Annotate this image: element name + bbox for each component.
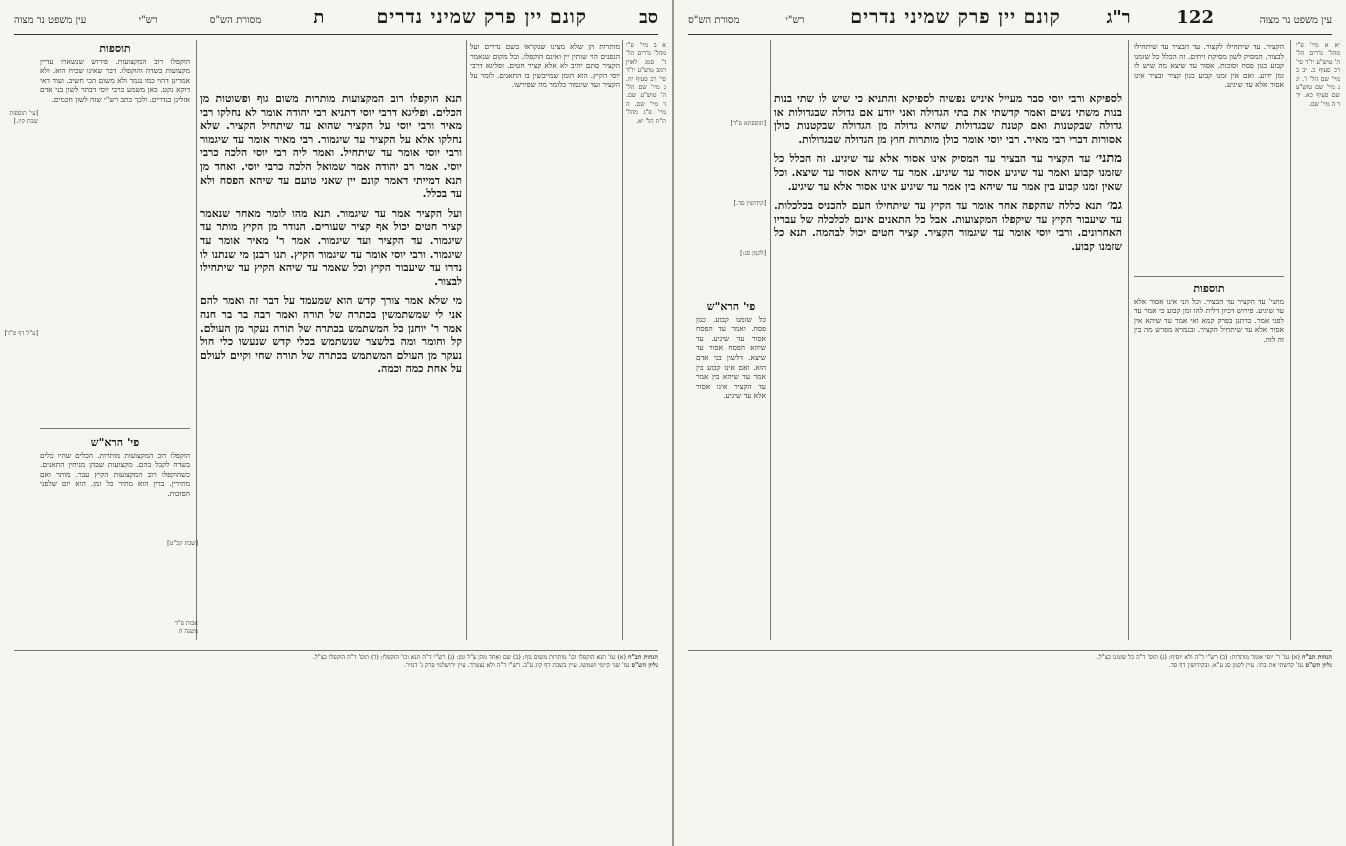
right-margin-note-1: [תוספתא פ"ד]	[730, 120, 766, 127]
left-tosafot-title: תוספות	[99, 42, 131, 55]
left-rashi-text: מותרות הן שלא מצינו שנקראו בשם נדרים ועל הגפנים הוי שותין יין ואינם הוקפלו. וכל מקום שנאמר הקציר סתם יהיב לא אלא קציר חטים. ופליגא דרבי יוסי הקיץ. הוא הזמן שמייבשין בו התאנים. לומר על הקציר ועד שיגמור כלומר מה שפירשו.	[470, 42, 620, 90]
right-footer-rule	[688, 650, 1332, 651]
right-page	[674, 0, 1346, 846]
left-gilyon-text: גמ' שני קיימי ושמשו. עיין בשבת דף קיג ע"ב. רש"י ד"ה ולא נצטרך. עיין ירושלמי פרק ג' דנזיר.	[403, 662, 630, 670]
left-footer-rule	[14, 650, 658, 651]
right-mishnah-title: מתני׳	[1095, 151, 1122, 167]
right-hagahot-title: הגהות הב"ח	[1301, 654, 1332, 661]
left-rosh-title: פי' הרא"ש	[90, 436, 140, 449]
right-gilyon-title: גליון הש"ס	[1305, 662, 1332, 670]
right-divider-3	[1128, 40, 1129, 640]
left-gilyon-title: גליון הש"ס	[631, 662, 658, 670]
right-rosh-text: כל שזמנו קבוע. כגון פסח. ואמר עד הפסח אסור עד שיגיע. עד שיהא הפסח אסור עד שיצא. דלשון בני אדם הוא. ואם אינו קבוע בין אמר עד שיהא בין אמר עד הקציר אינו אסור אלא עד שיגיע.	[696, 314, 766, 401]
right-gemara-text-2: תנא כללה שהקפה אחר אומר עד הקיץ עד שיתחילו העם להכניס בכלכלות. עד שיעבור הקיץ עד שיקפלו המקצועות. אבל כל התאנים אינם לכלכלה של עבריו האחרונים. ורבי יוסי אומר עד שיגמור הקציר. קציר חטים יכול לבהמה. תנא כל שזמנו קבוע.	[774, 199, 1122, 253]
right-rashi-column	[1134, 42, 1284, 272]
left-divider-1	[622, 40, 623, 640]
right-tosafot-title: תוספות	[1193, 282, 1225, 295]
left-divider-3	[196, 40, 197, 640]
left-ein-mishpat-column	[626, 42, 666, 642]
left-footer	[14, 654, 658, 840]
left-divider-2	[466, 40, 467, 640]
left-rosh-column	[40, 436, 190, 642]
right-margin-note-2: [קידושין סד.]	[733, 200, 766, 207]
right-rosh-column	[696, 300, 766, 642]
right-page-number: 122	[1176, 7, 1214, 28]
right-margin-note-3: [לקמן סג:]	[740, 250, 766, 257]
right-divider-4	[770, 40, 771, 640]
left-hagahot-text: (א) גמ' תנא הוקפלו וכו' מותרות משום גוף: (ב) שם ואחד מהן צ"ל ומן: (ג) רש"י ד"ה תנא וכו' הוקפלו: (ד) תוס' ד"ה הוקפלו כצ"ל.	[312, 654, 626, 661]
right-divider-1	[1290, 40, 1291, 640]
right-gemara-title: גמ׳	[1107, 198, 1122, 214]
right-tosafot-text: מתני' עד הקציר עד הבציר. וכל הני אינו אסור אלא עד שיגיע. פירוש דכיון דלית להו זמן קבוע כי אמר עד לפני אמר. כדתנן בפרק קמא ואי אמר עד שיהא אין אסור אלא עד שיתחיל הקציר. ובגמרא מפרש מה בין זה לזה.	[1134, 296, 1284, 344]
left-hagahot-title: הגהות הב"ח	[627, 654, 658, 661]
right-rosh-title: פי' הרא"ש	[706, 300, 756, 313]
left-commentator-label: רש"י	[138, 15, 158, 26]
left-chapter-mark: ת	[313, 7, 325, 28]
left-edition-label: מסורת הש"ס	[209, 15, 262, 26]
left-divider-4	[40, 428, 190, 429]
left-header-rule	[14, 34, 658, 35]
left-page-letter: סב	[639, 7, 658, 28]
left-rosh-text: הוקפלו רוב המקצועות מותרות. הכלים שהיו כלים בשדה לקבל בהם. מקצועות שבהן מניחין התאנים. כשהוקפלו רוב המקצועות הקיץ עבר. מותר ואם מתירין. בדין הוא מתיר כל זמן. הוא יום שלפני הסוכות.	[40, 450, 190, 498]
left-gemara-text: תנא הוקפלו רוב המקצועות מותרות משום גוף ופשוטות מן הכלים. ופליגא דרבי יוסי דתניא רבי יהודה אומר לא נחלקו רבי מאיר ורבי יוסי על הקציר שהוא עד שיתחיל הקציר. שלא נחלקו אלא על הקציר עד שיגמור. רבי מאיר אומר עד שיגמור ורבי יוסי אומר עד שיתחיל. ואמר ליה רבי יוסי הלכה כרבי יוסי. אמר רב יהודה אמר שמואל הלכה כרבי יוסי. ואחד מן תנא דמייתי דאמר קונם יין שאני טועם עד שיהא הפסח ולא עד בכלל.	[200, 92, 462, 201]
left-rashi-column	[470, 42, 620, 642]
left-gemara-text-2: ועל הקציר אמר עד שיגמור. תנא מהו לומר מאחר שנאמר קציר חטים יכול אף קציר שעורים. הנודר מן הקיץ מותר עד שיגמור. עד הקציר ועד שיגמור. אמר ר' מאיר אומר עד שיגמור. ורבי יוסי אומר עד שיגמור הקיץ. תנו רבנן מי שנתנו לו נדרו עד שיעבור הקיץ וכל שאמר עד שיהא הקיץ עד שיתחילו לבצור.	[200, 206, 462, 288]
right-mishnah-text: עד הקציר עד הבציר עד המסיק אינו אסור אלא עד שיגיע. זה הכלל כל שזמנו קבוע ואמר עד שיגיע אסור עד שיגיע. אמר עד שיהא אסור עד שיצא. וכל שאין זמנו קבוע בין אמר עד שיהא בין אמר עד שיגיע אינו אסור אלא עד שיגיע.	[774, 152, 1122, 193]
right-gemara-text: לספיקא ורבי יוסי סבר מעייל איניש נפשיה לספיקא והתניא כי שיש לו שתי בנות בנות משתי נשים ואמר קדשתי את בתי הגדולה ואני יודע אם גדולה שבגדולות או גדולה שבקטנות ואם קטנה שבגדולות שהיא גדולה מן הגדולה שבקטנות כולן אסורות דברי רבי מאיר. רבי יוסי אומר כולן מותרות חוץ מן הגדולה שבגדולות.	[774, 92, 1122, 146]
left-margin-note-4: אבות פ"ד משנה ה	[174, 620, 198, 635]
right-ein-mishpat-label: עין משפט נר מצוה	[1259, 15, 1332, 26]
right-header-rule	[688, 34, 1332, 35]
left-tosafot-text: הוקפלו רוב המקצועות. פירוש שנשארו עדיין מקצועות בשדה והוקפלו. דבר שאינו שכיח הוא. ולא אמרינן דהוי כמו נגמר ולא משום הכי חשיב. ועוד דאי דוקא נקט. כאן משמע כרבי יוסי דבתר לשון בני אדם אזלינן בנדרים. ולכך כתב רש"י שזה לשון חכמים.	[40, 56, 190, 104]
right-page-header	[688, 6, 1332, 32]
right-hagahot-text: (א) גמ' ר' יוסי אומר מותרות: (ב) רש"י ד"ה ולא יוסיף: (ג) תוס' ד"ה כל שזמנו כצ"ל.	[1096, 654, 1300, 661]
left-margin-note-1: [עי' תוספות שבת קיז.]	[9, 110, 38, 125]
left-gemara-text-3: מי שלא אמר צורך קדש הוא שמעמד על דבר זה ואמר להם אני לי שמשתמשין בכתרה של תורה ואמר רבה בר בר חנה אמר ר' יוחנן כל המשתמש בכתרה של תורה נעקר מן העולם. קל וחומר ומה בלשצר שנשתמש בכלי קדש שנעשו כלי חול נעקר מן העולם המשתמש בכתרה של תורה שחי וקיים לעולם על אחת כמה וכמה.	[200, 294, 462, 376]
left-ein-mishpat-text: א ב מיי' פ"י מהל' נדרים הל' ד' סמג לאוין רמב טוש"ע יו"ד סי' רכ סעיף יח. ג מיי' שם הל' ה' טוש"ע שם. ד מיי' שם. ה מיי' פ"ג מהל' ת"ת הל' יא.	[626, 42, 666, 125]
left-ein-mishpat-label: עין משפט נר מצוה	[14, 15, 87, 26]
right-ein-mishpat-text: יא א מיי' פ"י מהל' נדרים הל' ה' טוש"ע יו"ד סי' רכ סעיף כ. יב ב מיי' שם הל' ו'. יג ג מיי' שם טוש"ע שם סעיף כא. יד ד ה מיי' שם.	[1296, 42, 1340, 108]
right-gemara-column	[774, 92, 1122, 642]
right-divider-2	[1134, 276, 1284, 277]
right-ein-mishpat-column	[1296, 42, 1340, 642]
left-page-title: קונם יין פרק שמיני נדרים	[376, 6, 587, 28]
right-footer	[688, 654, 1332, 840]
right-gilyon-text: גמ' קדשתי את בתי. עיין לקמן סג ע"א. ובקידושין דף סד.	[1168, 662, 1304, 670]
right-chapter-mark: ר"ג	[1106, 7, 1131, 28]
right-rashi-text: הקציר. עד שיתחילו לקצור. עד הבציר עד שיתחילו לבצור. המסיק לשון מסיקת זיתים. זה הכלל כל שזמנו קבוע כגון פסח וסוכות. אסור עד שיצא מה שיש לו זמן ידוע. ואם אין זמנו קבוע כגון קציר ובציר אינו אסור אלא עד שיגיע.	[1134, 42, 1284, 90]
right-edition-label: מסורת הש"ס	[688, 15, 740, 26]
right-commentator-label: רש"י	[785, 15, 805, 26]
right-page-title: קונם יין פרק שמיני נדרים	[850, 6, 1061, 28]
left-margin-note-3: [שבת קכ"ט]	[167, 540, 198, 547]
left-gemara-column	[200, 92, 462, 642]
right-tosafot-column	[1134, 282, 1284, 642]
left-margin-note-2: [ע"ל דף ס"ד]	[4, 330, 38, 337]
left-tosafot-column	[40, 42, 190, 422]
left-page-header	[14, 6, 658, 32]
